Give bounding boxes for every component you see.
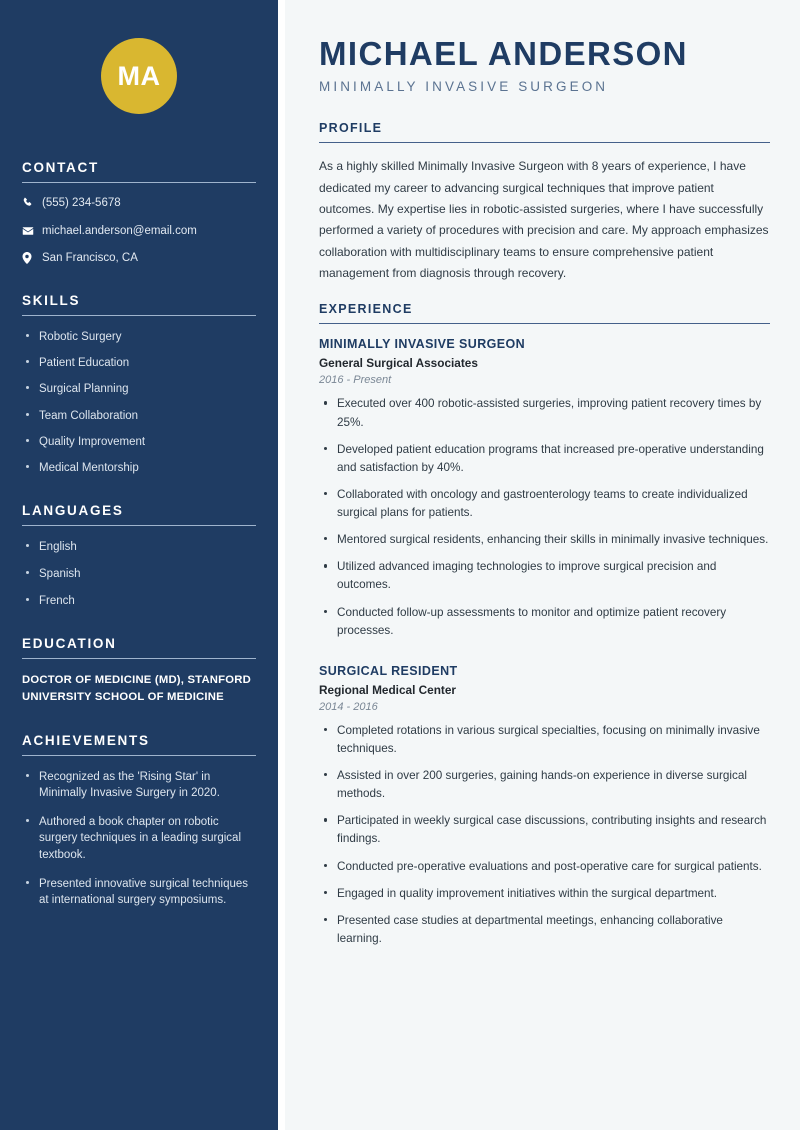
column-gap <box>278 0 285 1130</box>
experience-heading: EXPERIENCE <box>319 302 413 317</box>
phone-icon <box>22 196 42 208</box>
job-dates: 2014 - 2016 <box>319 700 378 713</box>
job-company: General Surgical Associates <box>319 356 478 371</box>
list-item: Executed over 400 robotic-assisted surgeries, improving patient recovery times by 25%. <box>319 395 770 431</box>
profile-divider <box>319 142 770 143</box>
contact-item-phone[interactable] <box>22 196 256 212</box>
list-item: Conducted follow-up assessments to monitor and optimize patient recovery processes. <box>319 604 770 640</box>
list-item: Authored a book chapter on robotic surgery techniques in a leading surgical textbook. <box>22 814 256 863</box>
page-title: MICHAEL ANDERSON <box>319 35 688 72</box>
job-company: Regional Medical Center <box>319 682 457 697</box>
sidebar <box>0 0 278 1130</box>
avatar-container <box>22 0 256 160</box>
education-heading: EDUCATION <box>22 635 117 651</box>
experience-entry <box>319 337 770 639</box>
list-item: Utilized advanced imaging technologies to improve surgical precision and outcomes. <box>319 558 770 594</box>
job-bullets <box>319 395 770 639</box>
list-item: French <box>22 593 256 609</box>
list-item: Presented case studies at departmental meetings, enhancing collaborative learning. <box>319 912 770 948</box>
main-content <box>285 0 800 1130</box>
experience-section <box>319 302 770 948</box>
list-item: Developed patient education programs that increased pre-operative understanding and satisfaction by 40%. <box>319 441 770 477</box>
list-item: Participated in weekly surgical case discussions, contributing insights and research findings. <box>319 812 770 848</box>
education-section <box>22 636 256 707</box>
list-item: Assisted in over 200 surgeries, gaining hands-on experience in diverse surgical methods. <box>319 767 770 803</box>
list-item: Collaborated with oncology and gastroenterology teams to create individualized surgical plans for patients. <box>319 486 770 522</box>
list-item: Quality Improvement <box>22 434 256 450</box>
avatar: MA <box>101 38 177 114</box>
skills-divider <box>22 315 256 316</box>
experience-entry <box>319 664 770 948</box>
profile-heading: PROFILE <box>319 121 383 136</box>
list-item: Conducted pre-operative evaluations and post-operative care for surgical patients. <box>319 858 770 876</box>
contact-item-email[interactable] <box>22 224 256 240</box>
contact-heading: CONTACT <box>22 160 99 175</box>
achievements-section <box>22 733 256 909</box>
page-subtitle: MINIMALLY INVASIVE SURGEON <box>319 79 609 95</box>
skills-list <box>22 329 256 477</box>
skills-heading: SKILLS <box>22 292 81 308</box>
job-title: MINIMALLY INVASIVE SURGEON <box>319 337 526 352</box>
achievements-divider <box>22 755 256 756</box>
list-item: Robotic Surgery <box>22 329 256 345</box>
education-divider <box>22 658 256 659</box>
contact-divider <box>22 182 256 183</box>
list-item: Recognized as the 'Rising Star' in Minimally Invasive Surgery in 2020. <box>22 769 256 802</box>
languages-list <box>22 539 256 610</box>
skills-section <box>22 293 256 477</box>
list-item: Engaged in quality improvement initiatives within the surgical department. <box>319 885 770 903</box>
list-item: Team Collaboration <box>22 408 256 424</box>
location-pin-icon <box>22 251 42 264</box>
contact-phone-value: (555) 234-5678 <box>42 197 121 209</box>
contact-email-value: michael.anderson@email.com <box>42 224 197 237</box>
achievements-heading: ACHIEVEMENTS <box>22 732 150 748</box>
contact-item-location[interactable] <box>22 251 256 267</box>
list-item: Medical Mentorship <box>22 460 256 476</box>
contact-location-value: San Francisco, CA <box>42 252 138 265</box>
languages-section <box>22 503 256 610</box>
list-item: Mentored surgical residents, enhancing their skills in minimally invasive techniques. <box>319 531 770 549</box>
contact-section <box>22 160 256 267</box>
languages-divider <box>22 525 256 526</box>
list-item: English <box>22 539 256 555</box>
list-item: Surgical Planning <box>22 381 256 397</box>
list-item: Completed rotations in various surgical specialties, focusing on minimally invasive techniques. <box>319 722 770 758</box>
education-item: DOCTOR OF MEDICINE (MD), STANFORD UNIVERSITY SCHOOL OF MEDICINE <box>22 673 251 703</box>
job-dates: 2016 - Present <box>319 374 392 387</box>
job-bullets <box>319 722 770 948</box>
spacer <box>319 284 770 302</box>
list-item: Presented innovative surgical techniques at international surgery symposiums. <box>22 876 256 909</box>
list-item: Patient Education <box>22 355 256 371</box>
languages-heading: LANGUAGES <box>22 502 124 518</box>
profile-section <box>319 121 770 284</box>
experience-divider <box>319 323 770 324</box>
profile-text: As a highly skilled Minimally Invasive Surgeon with 8 years of experience, I have dedicated my career to advancing surgical techniques that improve patient outcomes. My expertise lies in robotic-assisted surgeries, where I have successfully performed a variety of procedures with precision and care. My approach emphasizes collaboration with multidisciplinary teams to ensure comprehensive patient management from diagnosis through recovery. <box>319 159 769 281</box>
list-item: Spanish <box>22 566 256 582</box>
job-title: SURGICAL RESIDENT <box>319 663 458 678</box>
email-icon <box>22 224 42 237</box>
achievements-list <box>22 769 256 909</box>
